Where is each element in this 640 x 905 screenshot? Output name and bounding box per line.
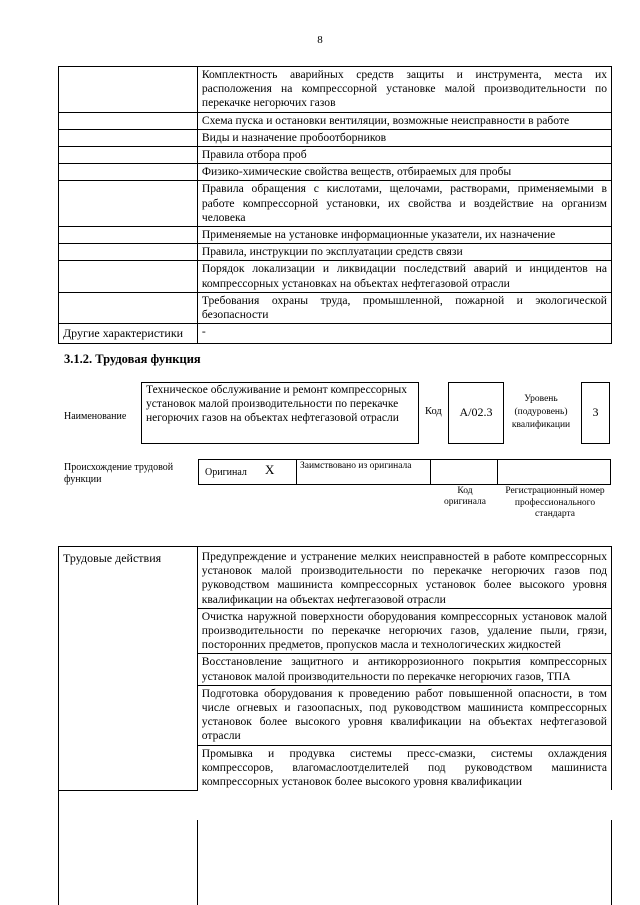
action-item: Очистка наружной поверхности оборудования компрессорных установок малой производительности по перекачке негорючих газов, удаление пыли, грязи, посторонних предметов, пропусков масла и технологических жидкостей (197, 608, 611, 654)
section-heading: 3.1.2. Трудовая функция (64, 352, 201, 366)
actions-label-cell: Трудовые действия (59, 547, 198, 791)
original-label: Оригинал (205, 467, 247, 478)
origin-label: Происхождение трудовой функции (64, 462, 174, 485)
original-mark: Х (265, 462, 275, 477)
borrowed-label: Заимствовано из оригинала (300, 461, 412, 471)
knowledge-left-cell (59, 67, 198, 113)
knowledge-item: Правила отбора проб (197, 147, 611, 164)
action-item: Восстановление защитного и антикоррозионного покрытия компрессорных установок малой производительности по перекачке негорючих газов, ТПА (197, 654, 611, 685)
knowledge-item: Схема пуска и остановки вентиляции, возможные неисправности в работе (197, 112, 611, 129)
action-item: Предупреждение и устранение мелких неисправностей в работе компрессорных установок малой производительности по перекачке негорючих газов под руководством машиниста компрессорных установок более высокого уровня квалификации на объектах нефтегазовой отрасли (197, 547, 611, 609)
knowledge-item: Правила, инструкции по эксплуатации средств связи (197, 244, 611, 261)
code-original-caption: Код оригинала (444, 486, 486, 507)
knowledge-table (58, 66, 612, 344)
code-box: А/02.3 (448, 382, 504, 444)
knowledge-item: Виды и назначение пробоотборников (197, 129, 611, 146)
action-item: Промывка и продувка системы пресс-смазки, системы охлаждения компрессоров, влагомаслоотделителей под руководством машиниста компрессорных установок более высокого уровня квалификации (197, 745, 611, 790)
knowledge-item: Применяемые на установке информационные указатели, их назначение (197, 227, 611, 244)
code-label: Код (425, 406, 442, 417)
other-characteristics-value: - (197, 324, 611, 344)
knowledge-item: Порядок локализации и ликвидации последствий аварий и инцидентов на компрессорных установках на объектах нефтегазовой отрасли (197, 261, 611, 292)
knowledge-item: Требования охраны труда, промышленной, пожарной и экологической безопасности (197, 292, 611, 323)
registration-caption: Регистрационный номер профессионального стандарта (505, 486, 605, 519)
action-item: Подготовка оборудования к проведению работ повышенной опасности, в том числе огневых и газоопасных, под руководством машиниста компрессорных установок более высокого уровня квалификации на объектах нефтегазовой отрасли (197, 685, 611, 745)
level-label: Уровень (подуровень) квалификации (511, 394, 571, 430)
function-name-box: Техническое обслуживание и ремонт компрессорных установок малой производительности по перекачке негорючих газов на объектах нефтегазовой отрасли (141, 382, 419, 444)
knowledge-item: Комплектность аварийных средств защиты и инструмента, места их расположения на компрессорной установке малой производительности по перекачке негорючих газов (197, 67, 611, 113)
page-number: 8 (317, 34, 323, 46)
level-box: 3 (581, 382, 610, 444)
knowledge-item: Правила обращения с кислотами, щелочами, растворами, применяемыми в работе компрессорной установки, их свойства и воздействие на организм человека (197, 181, 611, 227)
other-characteristics-label: Другие характеристики (59, 324, 198, 344)
knowledge-item: Физико-химические свойства веществ, отбираемых для пробы (197, 164, 611, 181)
actions-table (58, 546, 612, 791)
name-label: Наименование (64, 411, 127, 422)
